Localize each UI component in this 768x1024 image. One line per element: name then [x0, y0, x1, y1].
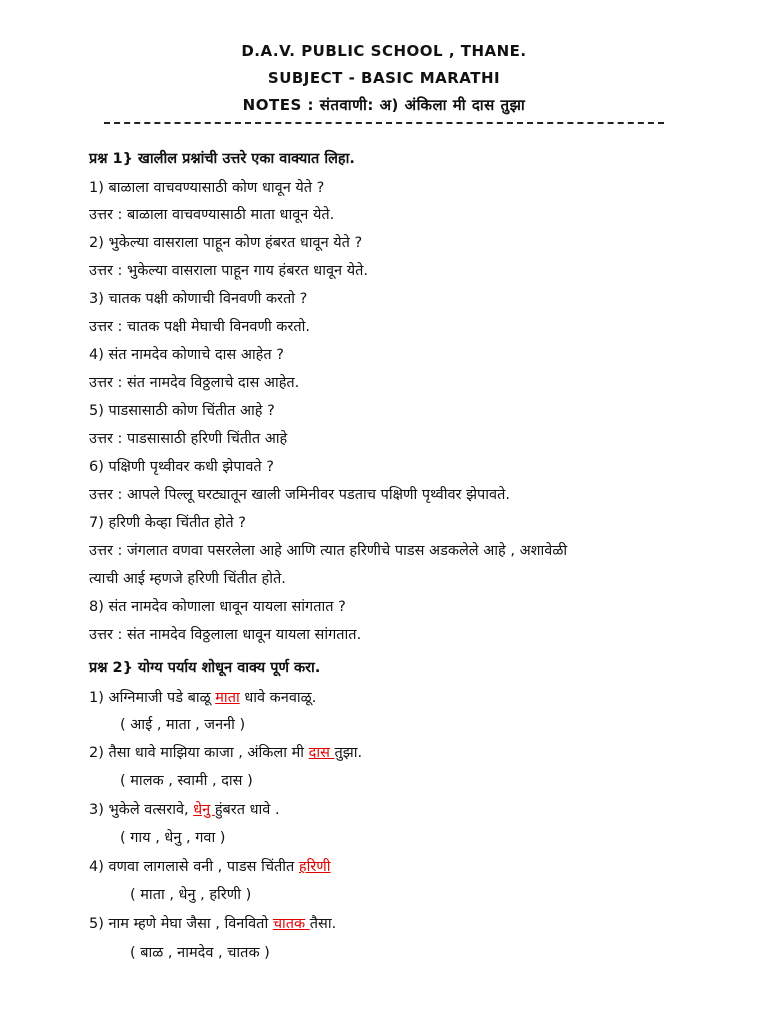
fill-item-text: तुझा.: [334, 745, 363, 761]
question-3: 3) चातक पक्षी कोणाची विनवणी करतो ?: [89, 291, 308, 307]
fill-options-5: ( बाळ , नामदेव , चातक ): [130, 945, 270, 961]
subject-title: SUBJECT - BASIC MARATHI: [267, 69, 501, 87]
fill-item-5: [89, 913, 336, 933]
fill-options-1: ( आई , माता , जननी ): [120, 717, 246, 733]
answer-7: उत्तर : जंगलात वणवा पसरलेला आहे आणि त्यात हरिणीचे पाडस अडकलेले आहे , अशावेळी: [89, 543, 568, 559]
fill-answer: दास: [308, 745, 335, 761]
question-4: 4) संत नामदेव कोणाचे दास आहेत ?: [89, 347, 284, 363]
dashed-divider: [104, 122, 664, 124]
question-6: 6) पक्षिणी पृथ्वीवर कधी झेपावते ?: [89, 459, 274, 475]
question-5: 5) पाडसासाठी कोण चिंतीत आहे ?: [89, 403, 275, 419]
answer-2: उत्तर : भुकेल्या वासराला पाहून गाय हंबरत धावून येते.: [89, 263, 368, 279]
fill-answer: धेनु: [193, 802, 215, 818]
section2-title: प्रश्न 2} योग्य पर्याय शोधून वाक्य पूर्ण करा.: [89, 660, 321, 676]
answer-8: उत्तर : संत नामदेव विठ्ठलाला धावून यायला सांगतात.: [89, 627, 362, 643]
question-7: 7) हरिणी केव्हा चिंतीत होते ?: [89, 515, 246, 531]
fill-item-2: [89, 742, 362, 762]
fill-item-text: धावे कनवाळू.: [239, 690, 317, 706]
fill-item-text: 3) भुकेले वत्सरावे,: [89, 802, 194, 818]
answer-1: उत्तर : बाळाला वाचवण्यासाठी माता धावून येते.: [89, 207, 335, 223]
fill-item-text: 2) तैसा धावे माझिया काजा , अंकिला मी: [89, 745, 309, 761]
fill-options-4: ( माता , धेनु , हरिणी ): [130, 887, 252, 903]
fill-answer: हरिणी: [298, 859, 331, 875]
question-2: 2) भुकेल्या वासराला पाहून कोण हंबरत धावून येते ?: [89, 235, 363, 251]
answer-5: उत्तर : पाडसासाठी हरिणी चिंतीत आहे: [89, 431, 288, 447]
fill-item-text: 4) वणवा लागलासे वनी , पाडस चिंतीत: [89, 859, 299, 875]
notes-title: NOTES : संतवाणी: अ) अंकिला मी दास तुझा: [242, 96, 526, 114]
fill-item-3: [89, 799, 280, 819]
fill-item-text: तैसा.: [309, 916, 337, 932]
answer-3: उत्तर : चातक पक्षी मेघाची विनवणी करतो.: [89, 319, 311, 335]
answer-6: उत्तर : आपले पिल्लू घरट्यातून खाली जमिनीवर पडताच पक्षिणी पृथ्वीवर झेपावते.: [89, 487, 510, 503]
fill-options-3: ( गाय , धेनु , गवा ): [120, 830, 226, 846]
question-1: 1) बाळाला वाचवण्यासाठी कोण धावून येते ?: [89, 180, 325, 196]
fill-answer: माता: [215, 690, 240, 706]
fill-answer: चातक: [272, 916, 310, 932]
question-8: 8) संत नामदेव कोणाला धावून यायला सांगतात ?: [89, 599, 346, 615]
school-title: D.A.V. PUBLIC SCHOOL , THANE.: [241, 42, 527, 60]
section1-title: प्रश्न 1} खालील प्रश्नांची उत्तरे एका वाक्यात लिहा.: [89, 151, 355, 167]
fill-item-1: [89, 687, 316, 707]
fill-options-2: ( मालक , स्वामी , दास ): [120, 773, 253, 789]
answer-4: उत्तर : संत नामदेव विठ्ठलाचे दास आहेत.: [89, 375, 300, 391]
answer-7-continued: त्याची आई म्हणजे हरिणी चिंतीत होते.: [89, 571, 286, 587]
fill-item-4: [89, 856, 331, 876]
fill-item-text: हुंबरत धावे .: [214, 802, 280, 818]
fill-item-text: 5) नाम म्हणे मेघा जैसा , विनवितो: [89, 916, 273, 932]
fill-item-text: 1) अग्निमाजी पडे बाळू: [89, 690, 216, 706]
